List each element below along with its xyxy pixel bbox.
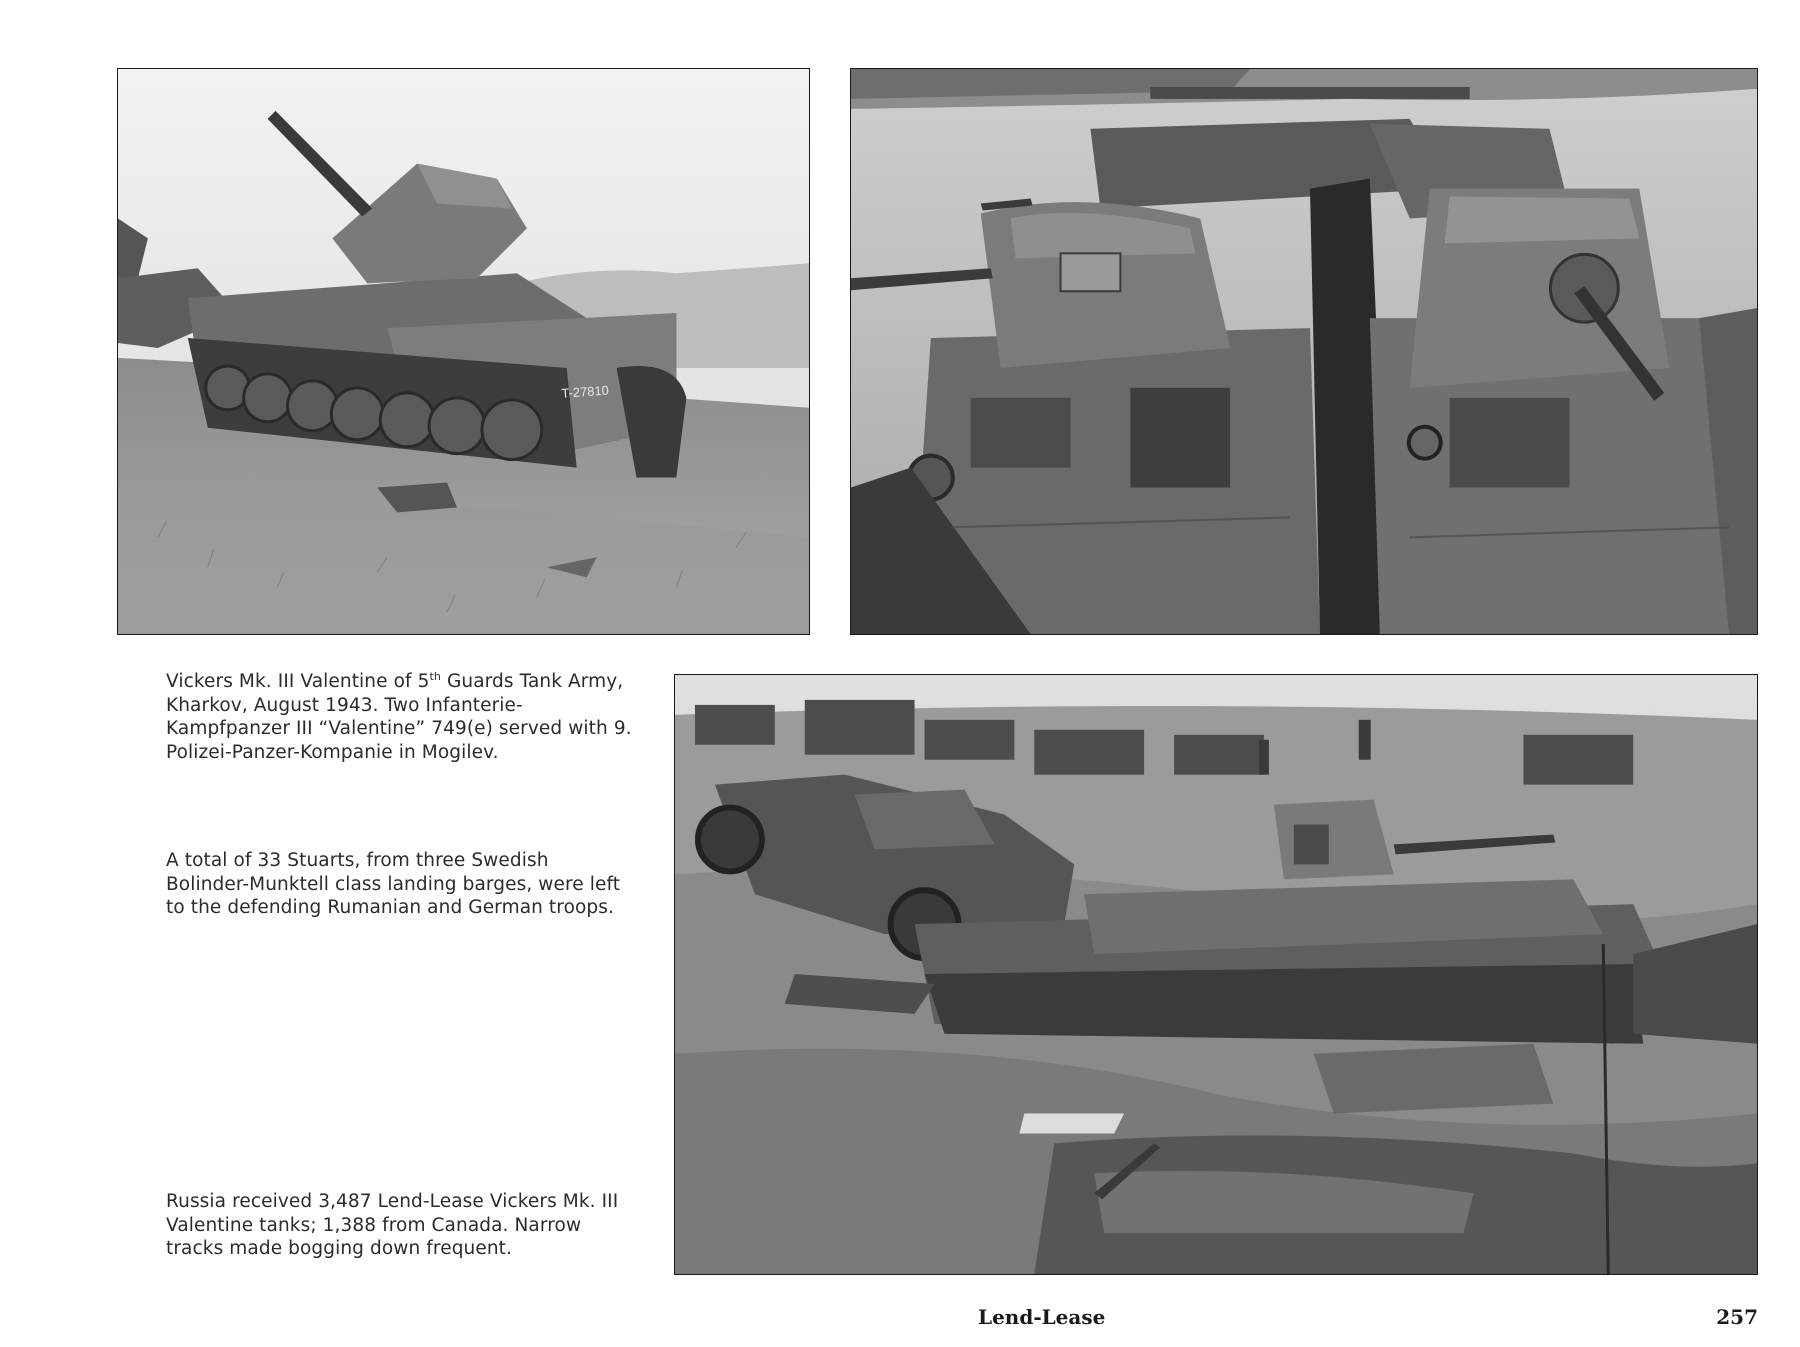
photo-wrecked-valentine-tank	[117, 68, 810, 635]
photo-2-illustration	[851, 69, 1757, 634]
photo-stuart-tanks-on-barges	[850, 68, 1758, 635]
caption-stuarts-barges: A total of 33 Stuarts, from three Swedish Bolinder-Munktell class landing barges, were left to the defending Rumanian and German troops.	[166, 850, 621, 918]
caption-lend-lease-valentines: Russia received 3,487 Lend-Lease Vickers Mk. III Valentine tanks; 1,388 from Canada. Narrow tracks made bogging down frequent.	[166, 1191, 619, 1259]
running-footer-section-title: Lend-Lease	[978, 1305, 1106, 1329]
caption-valentine-kharkov	[166, 670, 636, 764]
photo-1-illustration	[118, 69, 809, 634]
caption-1-text-start: Vickers Mk. III Valentine of 5	[166, 671, 430, 692]
photo-bogged-valentine-and-wrecks	[674, 674, 1758, 1275]
photo-3-illustration	[675, 675, 1757, 1274]
caption-1-text-end: Guards Tank Army, Kharkov, August 1943. Two Infanterie-Kampfpanzer III “Valentine” 749(e) served with 9. Polizei-Panzer-Kompanie in Mogilev.	[166, 671, 632, 763]
page-number: 257	[1716, 1305, 1758, 1329]
tank-hull-marking: T-27810	[560, 382, 610, 401]
caption-1-superscript: th	[429, 670, 441, 683]
